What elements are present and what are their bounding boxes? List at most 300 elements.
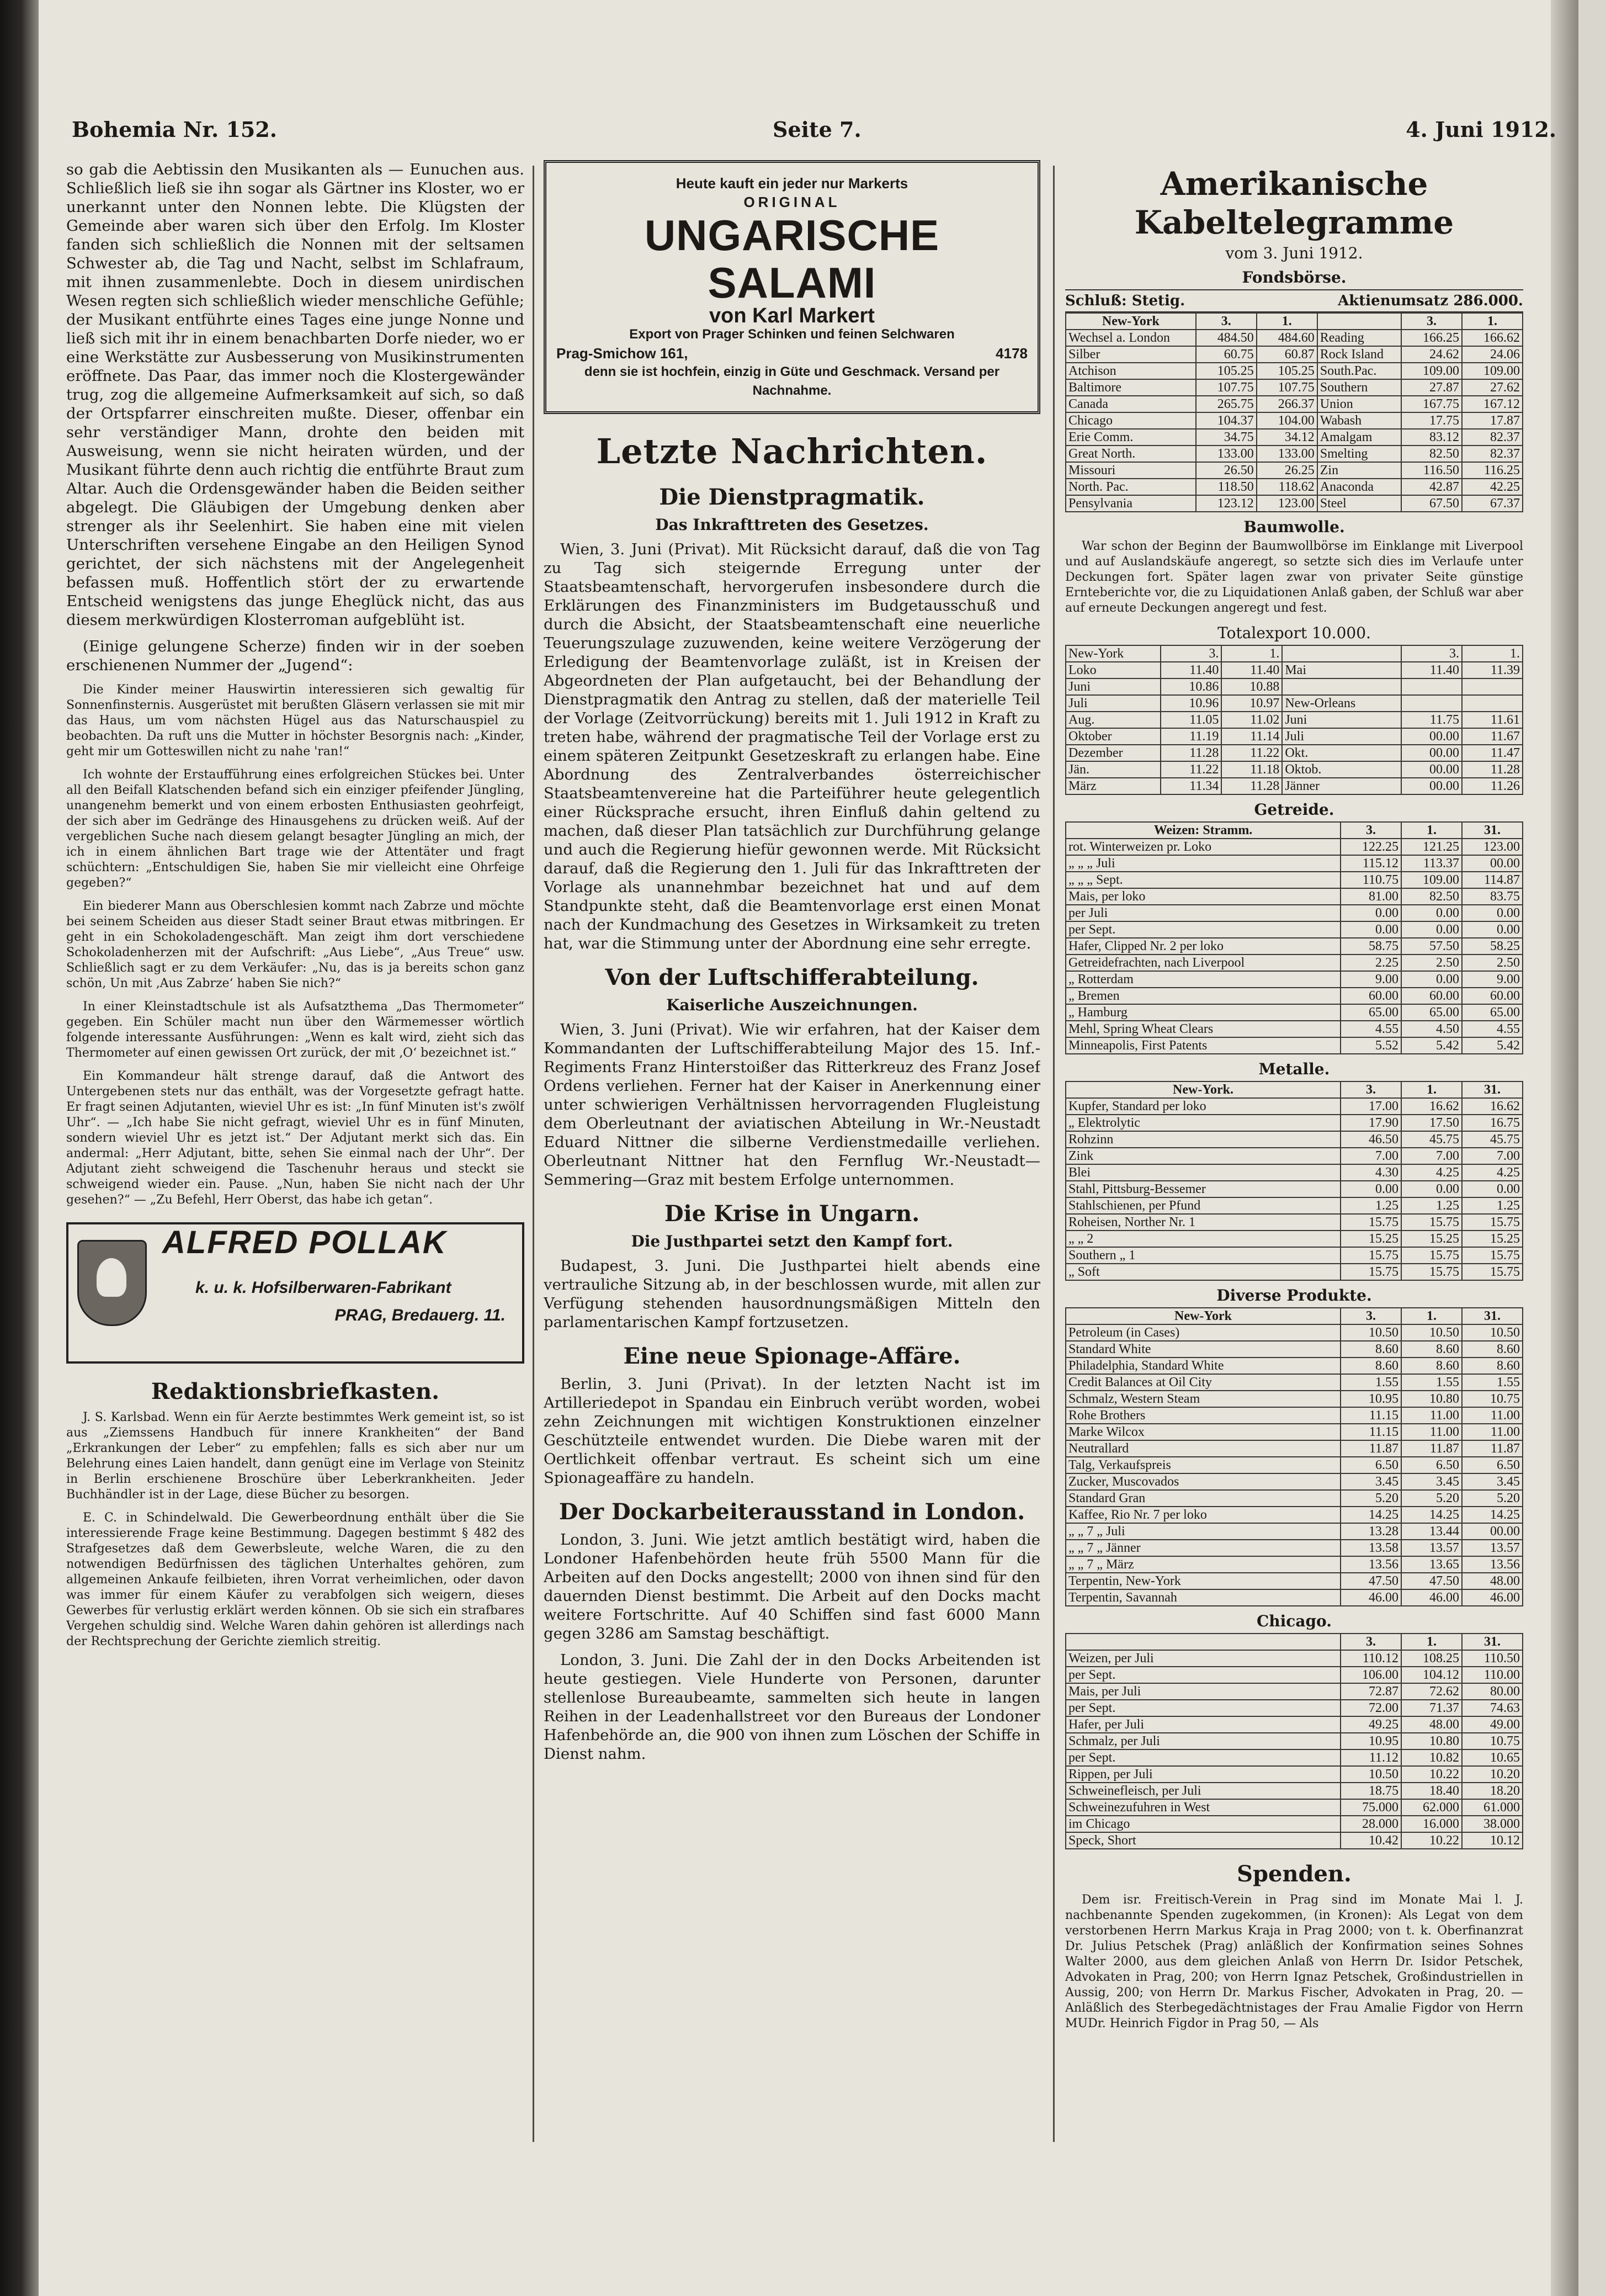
table-cell: 15.75 xyxy=(1462,1214,1523,1231)
column-middle xyxy=(544,160,1040,2175)
table-cell: 46.00 xyxy=(1462,1589,1523,1606)
table-cell: 4.30 xyxy=(1341,1164,1401,1181)
table-cell: 10.80 xyxy=(1401,1391,1462,1407)
table-cell: Zin xyxy=(1317,462,1401,479)
table-cell: „ „ „ Sept. xyxy=(1066,872,1341,888)
table-cell: per Juli xyxy=(1066,905,1341,921)
table-cell: 3. xyxy=(1401,645,1462,662)
table-header-row xyxy=(1066,313,1523,330)
table-header-cell: 3. xyxy=(1196,313,1257,330)
table-cell: Smelting xyxy=(1317,446,1401,462)
subsection-title: Getreide. xyxy=(1254,800,1334,819)
table-header-row xyxy=(1066,822,1523,839)
table-cell: 18.75 xyxy=(1341,1783,1401,1799)
table-cell: 133.00 xyxy=(1196,446,1257,462)
table-cell: 266.37 xyxy=(1257,396,1317,412)
table-cell: im Chicago xyxy=(1066,1816,1341,1832)
table-cell: 34.12 xyxy=(1257,429,1317,446)
table-cell: 83.12 xyxy=(1401,429,1462,446)
table-cell: 11.61 xyxy=(1462,712,1523,728)
table-cell: 0.00 xyxy=(1401,1181,1462,1197)
table-cell: Steel xyxy=(1317,495,1401,512)
table-cell: 16.000 xyxy=(1401,1816,1462,1832)
table-cell: 107.75 xyxy=(1257,379,1317,396)
salami-advertisement xyxy=(544,160,1040,414)
table-cell: Jänner xyxy=(1282,778,1401,794)
table-cell: 118.62 xyxy=(1257,479,1317,495)
table-cell: 0.00 xyxy=(1401,905,1462,921)
table-row xyxy=(1066,1473,1523,1490)
table-cell: 10.50 xyxy=(1401,1324,1462,1341)
table-header-cell: 3. xyxy=(1341,1081,1401,1098)
table-body xyxy=(1066,1650,1523,1849)
table-row xyxy=(1066,905,1523,921)
table-cell: 10.50 xyxy=(1341,1766,1401,1783)
newspaper-page xyxy=(39,0,1578,2296)
table-cell: Talg, Verkaufspreis xyxy=(1066,1457,1341,1473)
table-cell: 11.34 xyxy=(1161,778,1221,794)
table-cell: 16.62 xyxy=(1401,1098,1462,1115)
table-header-cell: 3. xyxy=(1341,1308,1401,1324)
table-cell: 8.60 xyxy=(1462,1358,1523,1374)
table-cell: Rippen, per Juli xyxy=(1066,1766,1341,1783)
table-cell: Weizen, per Juli xyxy=(1066,1650,1341,1667)
table-cell: 0.00 xyxy=(1341,905,1401,921)
table-cell: 58.25 xyxy=(1462,938,1523,955)
table-cell: März xyxy=(1066,778,1161,794)
table-cell: 3.45 xyxy=(1341,1473,1401,1490)
table-cell: 109.00 xyxy=(1401,363,1462,379)
table-row xyxy=(1066,1131,1523,1148)
table-cell: 15.75 xyxy=(1341,1247,1401,1264)
table-cell: 10.50 xyxy=(1462,1324,1523,1341)
table-cell: 75.000 xyxy=(1341,1799,1401,1816)
table-cell: 72.87 xyxy=(1341,1683,1401,1700)
table-cell: 14.25 xyxy=(1341,1507,1401,1523)
table-cell: „ Soft xyxy=(1066,1264,1341,1280)
table-row xyxy=(1066,1440,1523,1457)
table-cell: per Sept. xyxy=(1066,1667,1341,1683)
table-cell: 1.55 xyxy=(1462,1374,1523,1391)
table-cell: Juli xyxy=(1282,728,1401,745)
market-summary xyxy=(1065,289,1523,312)
table-cell: Juni xyxy=(1282,712,1401,728)
table-cell: 00.00 xyxy=(1462,1523,1523,1540)
table-cell: 107.75 xyxy=(1196,379,1257,396)
table-cell: 15.75 xyxy=(1401,1264,1462,1280)
table-cell: 10.80 xyxy=(1401,1733,1462,1749)
table-cell: Marke Wilcox xyxy=(1066,1424,1341,1440)
table-row xyxy=(1066,955,1523,971)
table-header-cell: New-York xyxy=(1066,313,1196,330)
table-header-cell: 1. xyxy=(1462,313,1523,330)
table-cell: 166.25 xyxy=(1401,330,1462,346)
article-text: Berlin, 3. Juni (Privat). In der letzten Nacht ist im Artilleriedepot in Spandau ein Einbruch verübt worden, wobei zehn Zeichnungen mit wichtigen Konstruktionen einzelner Geschützteile entwendet wurden. Die Diebe waren mit der Oertlichkeit offenbar vertraut. Es scheint sich um eine Spionageaffäre zu handeln. xyxy=(544,1375,1040,1487)
subsection-title: Diverse Produkte. xyxy=(1216,1286,1372,1305)
table-cell: Schweinezufuhren in West xyxy=(1066,1799,1341,1816)
table-cell: Speck, Short xyxy=(1066,1832,1341,1849)
table-row xyxy=(1066,872,1523,888)
book-binding xyxy=(0,0,39,2296)
page-header xyxy=(72,110,1556,149)
table-body xyxy=(1066,1098,1523,1280)
table-cell: 49.00 xyxy=(1462,1716,1523,1733)
table-cell: 115.12 xyxy=(1341,855,1401,872)
table-cell: 17.90 xyxy=(1341,1115,1401,1131)
table-row xyxy=(1066,1667,1523,1683)
table-row xyxy=(1066,1004,1523,1021)
table-cell: 265.75 xyxy=(1196,396,1257,412)
table-row xyxy=(1066,1037,1523,1054)
article-heading: Von der Luftschifferabteilung. xyxy=(605,964,979,990)
table-row xyxy=(1066,662,1523,678)
table-row xyxy=(1066,1324,1523,1341)
ad-footer: denn sie ist hochfein, einzig in Güte und Geschmack. Versand per Nachnahme. xyxy=(584,364,1000,398)
table-cell: 8.60 xyxy=(1341,1358,1401,1374)
table-cell: „ „ 2 xyxy=(1066,1231,1341,1247)
section-title: Amerikanische Kabeltelegramme xyxy=(1134,165,1454,241)
table-cell: 15.75 xyxy=(1341,1214,1401,1231)
table-cell: 00.00 xyxy=(1401,778,1462,794)
table-cell: 65.00 xyxy=(1341,1004,1401,1021)
table-cell: 8.60 xyxy=(1462,1341,1523,1358)
table-cell: 104.37 xyxy=(1196,412,1257,429)
table-cell xyxy=(1401,678,1462,695)
table-cell: 49.25 xyxy=(1341,1716,1401,1733)
table-row xyxy=(1066,1424,1523,1440)
table-row xyxy=(1066,1540,1523,1556)
table-cell: 74.63 xyxy=(1462,1700,1523,1716)
table-cell: 13.28 xyxy=(1341,1523,1401,1540)
table-cell: Wechsel a. London xyxy=(1066,330,1196,346)
table-cell: 47.50 xyxy=(1401,1573,1462,1589)
table-row xyxy=(1066,330,1523,346)
table-cell: Oktober xyxy=(1066,728,1161,745)
table-header-cell: 31. xyxy=(1462,822,1523,839)
table-cell: 11.40 xyxy=(1161,662,1221,678)
table-row xyxy=(1066,1589,1523,1606)
article-text: so gab die Aebtissin den Musikanten als — Eunuchen aus. Schließlich ließ sie ihn sogar als Gärtner ins Kloster, wo er unerkannt unter den Nonnen lebte. Die Klügsten der Gemeinde aber waren sich über den Erfolg. Im Kloster fanden sich schließlich die Nonnen mit der seltsamen Schwester ab, die Tag und Nacht, selbst im Schlafraum, mit ihnen zusammenlebte. Doch in diesem unirdischen Wesen regten sich schließlich wieder menschliche Gefühle; der Musikant entführte eines Tages eine junge Nonne und ließ sich mit ihr in einem benachbarten Dorfe nieder, wo er eine Werkstätte zur Ausbesserung von Musikinstrumenten eröffnete. Das Paar, das immer noch die Klostergewänder trug, zog die allgemeine Aufmerksamkeit auf sich, so daß der Ortspfarrer einschreiten mußte. Dieser, offenbar ein sehr verständiger Mann, drohte den beiden mit Ausweisung, wenn sie nicht heiraten würden, und der Musikant führte denn auch richtig die entführte Braut zum Altar. Auch die Ordensgewänder haben die Beiden seither abgelegt. Die Gläubigen der Umgebung denken aber strenger als ihr Seelenhirt. Sie haben eine mit vielen Unterschriften versehene Eingabe an den Heiligen Synod gerichtet, der sich nächstens mit der Angelegenheit befassen muß. Hoffentlich stört der zu erwartende Entscheid wenigstens das junge Eheglück nicht, das aus diesem merkwürdigen Klosterroman aufgeblüht ist. xyxy=(66,161,524,629)
table-cell: 65.00 xyxy=(1462,1004,1523,1021)
article-text: Wien, 3. Juni (Privat). Mit Rücksicht darauf, daß die von Tag zu Tag sich steigernde Erregung unter der Staatsbeamtenschaft, hervorgerufen insbesondere durch die Erklärungen des Finanzministers im Budgetausschuß und durch die Absicht, der Staatsbeamtenschaft eine neuerliche Teuerungszulage zuzuwenden, keine weitere Verzögerung der Erledigung der Beamtenvorlage zuläßt, ist in Kreisen der Abgeordneten der Plan aufgetaucht, bei der Behandlung der Dienstpragmatik den Antrag zu stellen, daß der materielle Teil der Vorlage (Zeitvorrückung) bereits mit 1. Juli 1912 in Kraft zu treten habe, während der pragmatische Teil der Vorlage erst zu einem späteren Zeitpunkt Gesetzeskraft zu erlangen habe. Eine Abordnung des Zentralverbandes österreichischer Staatsbeamtenvereine hat die Parteiführer heute gelegentlich einer Rücksprache ersucht, ihren Einfluß dahin geltend zu machen, daß dieser Plan tatsächlich zur Durchführung gelange und auch die Regierung hiefür gewonnen werde. Mit Rücksicht darauf, daß die Regierung den 1. Juli für das Inkrafttreten der Vorlage als unannehmbar bezeichnet hat und auf dem Standpunkte steht, daß die Beamtenvorlage erst einen Monat nach der Kundmachung des Gesetzes in Wirksamkeit zu treten hat, war die Stimmung unter der Abordnung eine sehr erregte. xyxy=(544,540,1040,952)
table-cell: 484.60 xyxy=(1257,330,1317,346)
donations-text: Dem isr. Freitisch-Verein in Prag sind im Monate Mai l. J. nachbenannte Spenden zugekommen, (in Kronen): Als Legat von dem verstorbenen Herrn Markus Kraja in Prag 2000; von t. k. Oberfinanzrat Dr. Julius Petschek (Prag) anläßlich der Konfirmation seines Sohnes Walter 2000, aus dem gleichen Anlaß von Herrn Dr. Isidor Petschek, Advokaten in Prag, 200; von Herrn Ignaz Petschek, Großindustriellen in Aussig, 200; von Herrn Dr. Markus Fischer, Advokaten in Prag, 20. — Anläßlich des Sterbegedächtnistages der Frau Amalie Figdor von Herrn MUDr. Heinrich Figdor in Prag 50, — Als xyxy=(1065,1893,1523,2030)
table-cell: 11.05 xyxy=(1161,712,1221,728)
table-cell: Southern xyxy=(1317,379,1401,396)
table-cell: Union xyxy=(1317,396,1401,412)
table-row xyxy=(1066,1264,1523,1280)
article-text: Wien, 3. Juni (Privat). Wie wir erfahren, hat der Kaiser dem Kommandanten der Luftschifferabteilung Major des 15. Inf.-Regiments Franz Hinterstoißer das Ritterkreuz des Franz Josef Ordens verliehen. Ferner hat der Kaiser in Anerkennung einer unter schwierigen Verhältnissen hervorragenden Flugleistung dem Oberleutnant der aviatischen Abteilung in Wr.-Neustadt Eduard Nittner die silberne Verdienstmedaille verliehen. Oberleutnant Nittner hat den Fernflug Wr.-Neustadt—Semmering—Graz mit bestem Erfolge unternommen. xyxy=(544,1021,1040,1189)
joke-1: Die Kinder meiner Hauswirtin interessieren sich gewaltig für Sonnenfinsternis. Ausgerüstet mit berußten Gläsern verlassen sie mit mir das Haus, um vom nächsten Hügel aus das Naturschauspiel zu beobachten. Da ruft uns die Mutter in höchster Besorgnis nach: „Kinder, geht mir um Gotteswillen nicht zu nahe 'ran!“ xyxy=(66,683,524,759)
table-cell: 123.00 xyxy=(1462,839,1523,855)
table-cell: 11.22 xyxy=(1161,761,1221,778)
table-cell: 0.00 xyxy=(1341,1181,1401,1197)
table-cell: Schmalz, Western Steam xyxy=(1066,1391,1341,1407)
table-cell: 15.75 xyxy=(1462,1264,1523,1280)
table-cell: Stahl, Pittsburg-Bessemer xyxy=(1066,1181,1341,1197)
table-row xyxy=(1066,363,1523,379)
table-cell: 11.87 xyxy=(1462,1440,1523,1457)
table-cell: Schweinefleisch, per Juli xyxy=(1066,1783,1341,1799)
table-row xyxy=(1066,1490,1523,1507)
table-cell: 7.00 xyxy=(1462,1148,1523,1164)
table-cell: 122.25 xyxy=(1341,839,1401,855)
table-cell: New-Orleans xyxy=(1282,695,1401,712)
table-cell: 166.62 xyxy=(1462,330,1523,346)
table-cell: Hafer, per Juli xyxy=(1066,1716,1341,1733)
table-cell: 11.00 xyxy=(1462,1424,1523,1440)
table-cell: Schmalz, per Juli xyxy=(1066,1733,1341,1749)
table-cell: 4.25 xyxy=(1462,1164,1523,1181)
ad-company-name: ALFRED POLLAK xyxy=(162,1224,447,1260)
table-cell: 11.87 xyxy=(1341,1440,1401,1457)
subsection-title: Fondsbörse. xyxy=(1242,268,1347,287)
table-cell: 10.82 xyxy=(1401,1749,1462,1766)
table-cell: 17.87 xyxy=(1462,412,1523,429)
table-header-cell: 1. xyxy=(1257,313,1317,330)
table-cell: 110.12 xyxy=(1341,1650,1401,1667)
table-cell: „ Hamburg xyxy=(1066,1004,1341,1021)
table-header-cell: New-York xyxy=(1066,1308,1341,1324)
table-row xyxy=(1066,1181,1523,1197)
table-cell: 81.00 xyxy=(1341,888,1401,905)
table-cell: Great North. xyxy=(1066,446,1196,462)
jugend-intro: (Einige gelungene Scherze) finden wir in der soeben erschienenen Nummer der „Jugend“: xyxy=(66,638,524,674)
table-cell: 27.62 xyxy=(1462,379,1523,396)
table-cell: 11.22 xyxy=(1221,745,1282,761)
table-cell: 10.42 xyxy=(1341,1832,1401,1849)
table-cell: 1. xyxy=(1462,645,1523,662)
chicago-table xyxy=(1065,1633,1523,1849)
table-cell: 9.00 xyxy=(1462,971,1523,988)
table-row xyxy=(1066,1358,1523,1374)
table-cell: 0.00 xyxy=(1462,905,1523,921)
table-cell xyxy=(1462,678,1523,695)
table-cell: 13.56 xyxy=(1462,1556,1523,1573)
table-row xyxy=(1066,678,1523,695)
table-cell: 42.25 xyxy=(1462,479,1523,495)
table-cell: 46.00 xyxy=(1401,1589,1462,1606)
table-cell: 10.88 xyxy=(1221,678,1282,695)
table-row xyxy=(1066,462,1523,479)
table-cell: 11.28 xyxy=(1161,745,1221,761)
ad-company-address: PRAG, Bredauerg. 11. xyxy=(334,1306,506,1324)
table-cell: 0.00 xyxy=(1401,971,1462,988)
table-cell: 67.37 xyxy=(1462,495,1523,512)
table-cell: 5.20 xyxy=(1462,1490,1523,1507)
table-cell: 48.00 xyxy=(1401,1716,1462,1733)
table-cell: South.Pac. xyxy=(1317,363,1401,379)
table-cell: 108.25 xyxy=(1401,1650,1462,1667)
table-header-cell: New-York. xyxy=(1066,1081,1341,1098)
table-cell: 114.87 xyxy=(1462,872,1523,888)
table-cell: Canada xyxy=(1066,396,1196,412)
table-cell: 60.75 xyxy=(1196,346,1257,363)
table-cell: 17.00 xyxy=(1341,1098,1401,1115)
table-cell: Mehl, Spring Wheat Clears xyxy=(1066,1021,1341,1037)
table-cell: 11.00 xyxy=(1401,1424,1462,1440)
table-cell: Kupfer, Standard per loko xyxy=(1066,1098,1341,1115)
table-cell: Chicago xyxy=(1066,412,1196,429)
table-cell: 110.50 xyxy=(1462,1650,1523,1667)
table-cell: 26.50 xyxy=(1196,462,1257,479)
table-cell: 110.75 xyxy=(1341,872,1401,888)
market-turnover: Aktienumsatz 286.000. xyxy=(1338,293,1523,309)
table-row xyxy=(1066,1749,1523,1766)
table-cell: 8.60 xyxy=(1401,1341,1462,1358)
table-header-cell: 1. xyxy=(1401,1081,1462,1098)
table-cell: 00.00 xyxy=(1401,728,1462,745)
table-cell: 82.37 xyxy=(1462,429,1523,446)
article-text: Budapest, 3. Juni. Die Justhpartei hielt abends eine vertrauliche Sitzung ab, in der beschlossen wurde, mit allen zur Verfügung stehenden hausordnungsmäßigen Mitteln den parlamentarischen Kampf fortzusetzen. xyxy=(544,1257,1040,1331)
table-cell: 7.00 xyxy=(1341,1148,1401,1164)
table-cell: 0.00 xyxy=(1462,921,1523,938)
header-issue: Bohemia Nr. 152. xyxy=(72,117,278,142)
table-cell: Atchison xyxy=(1066,363,1196,379)
grain-table xyxy=(1065,821,1523,1054)
table-cell: 10.65 xyxy=(1462,1749,1523,1766)
table-cell: Terpentin, New-York xyxy=(1066,1573,1341,1589)
table-cell: 5.20 xyxy=(1341,1490,1401,1507)
table-cell: New-York xyxy=(1066,645,1161,662)
table-cell: Baltimore xyxy=(1066,379,1196,396)
table-cell: „ „ „ Juli xyxy=(1066,855,1341,872)
table-row xyxy=(1066,839,1523,855)
table-header-cell: 3. xyxy=(1341,822,1401,839)
table-cell: Loko xyxy=(1066,662,1161,678)
article-heading: Die Dienstpragmatik. xyxy=(659,484,925,510)
table-cell: Mais, per loko xyxy=(1066,888,1341,905)
table-cell: 14.25 xyxy=(1401,1507,1462,1523)
table-cell: 4.25 xyxy=(1401,1164,1462,1181)
table-cell: „ Bremen xyxy=(1066,988,1341,1004)
main-headline: Letzte Nachrichten. xyxy=(596,431,988,471)
table-row xyxy=(1066,855,1523,872)
table-row xyxy=(1066,1733,1523,1749)
table-cell: 5.42 xyxy=(1401,1037,1462,1054)
table-cell: Blei xyxy=(1066,1164,1341,1181)
column-right xyxy=(1065,160,1523,2175)
table-cell: Amalgam xyxy=(1317,429,1401,446)
table-cell: „ „ 7 „ März xyxy=(1066,1556,1341,1573)
table-cell: 72.00 xyxy=(1341,1700,1401,1716)
table-cell: Oktob. xyxy=(1282,761,1401,778)
table-cell: 60.00 xyxy=(1401,988,1462,1004)
market-close: Schluß: Stetig. xyxy=(1065,293,1185,309)
section-date: vom 3. Juni 1912. xyxy=(1225,244,1363,262)
table-cell: 11.26 xyxy=(1462,778,1523,794)
table-cell: 11.00 xyxy=(1462,1407,1523,1424)
table-cell: 18.40 xyxy=(1401,1783,1462,1799)
table-cell: 105.25 xyxy=(1257,363,1317,379)
table-cell: 11.19 xyxy=(1161,728,1221,745)
table-row xyxy=(1066,1341,1523,1358)
table-cell: per Sept. xyxy=(1066,921,1341,938)
letter-reply-1: J. S. Karlsbad. Wenn ein für Aerzte bestimmtes Werk gemeint ist, so ist aus „Ziemssens Handbuch für innere Krankheiten“ der Band „Erkrankungen der Leber“ zu empfehlen; falls es sich aber nur um Belehrung eines Laien handelt, dann genügt eine im Verlage von Steinitz in Berlin erschienene Broschüre über Leberkrankheiten. Jeder Buchhändler ist in der Lage, diese Bücher zu besorgen. xyxy=(66,1411,524,1502)
table-cell: 0.00 xyxy=(1401,921,1462,938)
table-cell: 109.00 xyxy=(1462,363,1523,379)
cotton-table xyxy=(1065,645,1523,795)
table-cell: 57.50 xyxy=(1401,938,1462,955)
table-cell: Juni xyxy=(1066,678,1161,695)
column-left xyxy=(66,160,524,2175)
table-cell: 00.00 xyxy=(1401,761,1462,778)
table-row xyxy=(1066,1115,1523,1131)
table-cell: Philadelphia, Standard White xyxy=(1066,1358,1341,1374)
table-body xyxy=(1066,839,1523,1054)
table-cell: Terpentin, Savannah xyxy=(1066,1589,1341,1606)
table-row xyxy=(1066,346,1523,363)
table-cell: Standard White xyxy=(1066,1341,1341,1358)
bonds-table xyxy=(1065,312,1523,512)
table-cell: Getreidefrachten, nach Liverpool xyxy=(1066,955,1341,971)
table-cell: Mai xyxy=(1282,662,1401,678)
table-cell: 11.87 xyxy=(1401,1440,1462,1457)
table-cell: 11.02 xyxy=(1221,712,1282,728)
table-row xyxy=(1066,1231,1523,1247)
ad-company-title: k. u. k. Hofsilberwaren-Fabrikant xyxy=(195,1279,451,1297)
table-row xyxy=(1066,695,1523,712)
table-cell: 121.25 xyxy=(1401,839,1462,855)
table-cell: 15.75 xyxy=(1401,1247,1462,1264)
table-cell: Anaconda xyxy=(1317,479,1401,495)
subsection-title: Baumwolle. xyxy=(1243,518,1345,536)
table-header-cell: 31. xyxy=(1462,1634,1523,1650)
table-cell: 11.28 xyxy=(1221,778,1282,794)
table-cell: 58.75 xyxy=(1341,938,1401,955)
table-cell: Rohe Brothers xyxy=(1066,1407,1341,1424)
table-cell: 10.12 xyxy=(1462,1832,1523,1849)
table-cell: rot. Winterweizen pr. Loko xyxy=(1066,839,1341,855)
table-cell: 15.75 xyxy=(1341,1264,1401,1280)
table-cell: 15.25 xyxy=(1341,1231,1401,1247)
table-row xyxy=(1066,1783,1523,1799)
article-subheading: Das Inkrafttreten des Gesetzes. xyxy=(655,516,929,534)
table-cell: 28.000 xyxy=(1341,1816,1401,1832)
table-cell: 14.25 xyxy=(1462,1507,1523,1523)
ad-address-row xyxy=(556,344,1028,363)
table-cell: 60.00 xyxy=(1341,988,1401,1004)
table-cell: 10.95 xyxy=(1341,1733,1401,1749)
table-cell: Erie Comm. xyxy=(1066,429,1196,446)
table-cell: 71.37 xyxy=(1401,1700,1462,1716)
table-row xyxy=(1066,1766,1523,1783)
column-rule xyxy=(533,166,534,2142)
joke-4: In einer Kleinstadtschule ist als Aufsatzthema „Das Thermometer“ gegeben. Ein Schüler macht nun über den Wärmemesser wörtlich folgende interessante Ausführungen: „Wenn es kalt wird, zieht sich das Thermometer auf einen gewissen Ort zurück, der mit ‚O‘ bezeichnet ist.“ xyxy=(66,1000,524,1060)
table-cell: 46.50 xyxy=(1341,1131,1401,1148)
table-cell: North. Pac. xyxy=(1066,479,1196,495)
table-cell: Standard Gran xyxy=(1066,1490,1341,1507)
table-cell: 11.15 xyxy=(1341,1424,1401,1440)
table-cell: 10.20 xyxy=(1462,1766,1523,1783)
cotton-report: War schon der Beginn der Baumwollbörse im Einklange mit Liverpool und auf Auslandskäufe angeregt, so setzte sich dies im Verlaufe unter Deckungen fort. Später lagen zwar von privater Seite günstige Ernteberichte vor, die zu Liquidationen Anlaß gaben, der Schluß war aber auf erneute Deckungen angeregt und fest. xyxy=(1065,539,1523,615)
table-row xyxy=(1066,1021,1523,1037)
subsection-title: Metalle. xyxy=(1258,1060,1330,1078)
table-cell: 26.25 xyxy=(1257,462,1317,479)
table-cell: Rohzinn xyxy=(1066,1131,1341,1148)
table-cell: 123.12 xyxy=(1196,495,1257,512)
table-cell: Wabash xyxy=(1317,412,1401,429)
article-heading: Der Dockarbeiterausstand in London. xyxy=(559,1499,1025,1525)
ad-phone: 4178 xyxy=(996,345,1028,362)
table-cell xyxy=(1282,645,1401,662)
table-cell: 15.25 xyxy=(1401,1231,1462,1247)
table-cell: 110.00 xyxy=(1462,1667,1523,1683)
table-cell: 38.000 xyxy=(1462,1816,1523,1832)
table-row xyxy=(1066,1573,1523,1589)
table-row xyxy=(1066,1556,1523,1573)
table-row xyxy=(1066,1832,1523,1849)
